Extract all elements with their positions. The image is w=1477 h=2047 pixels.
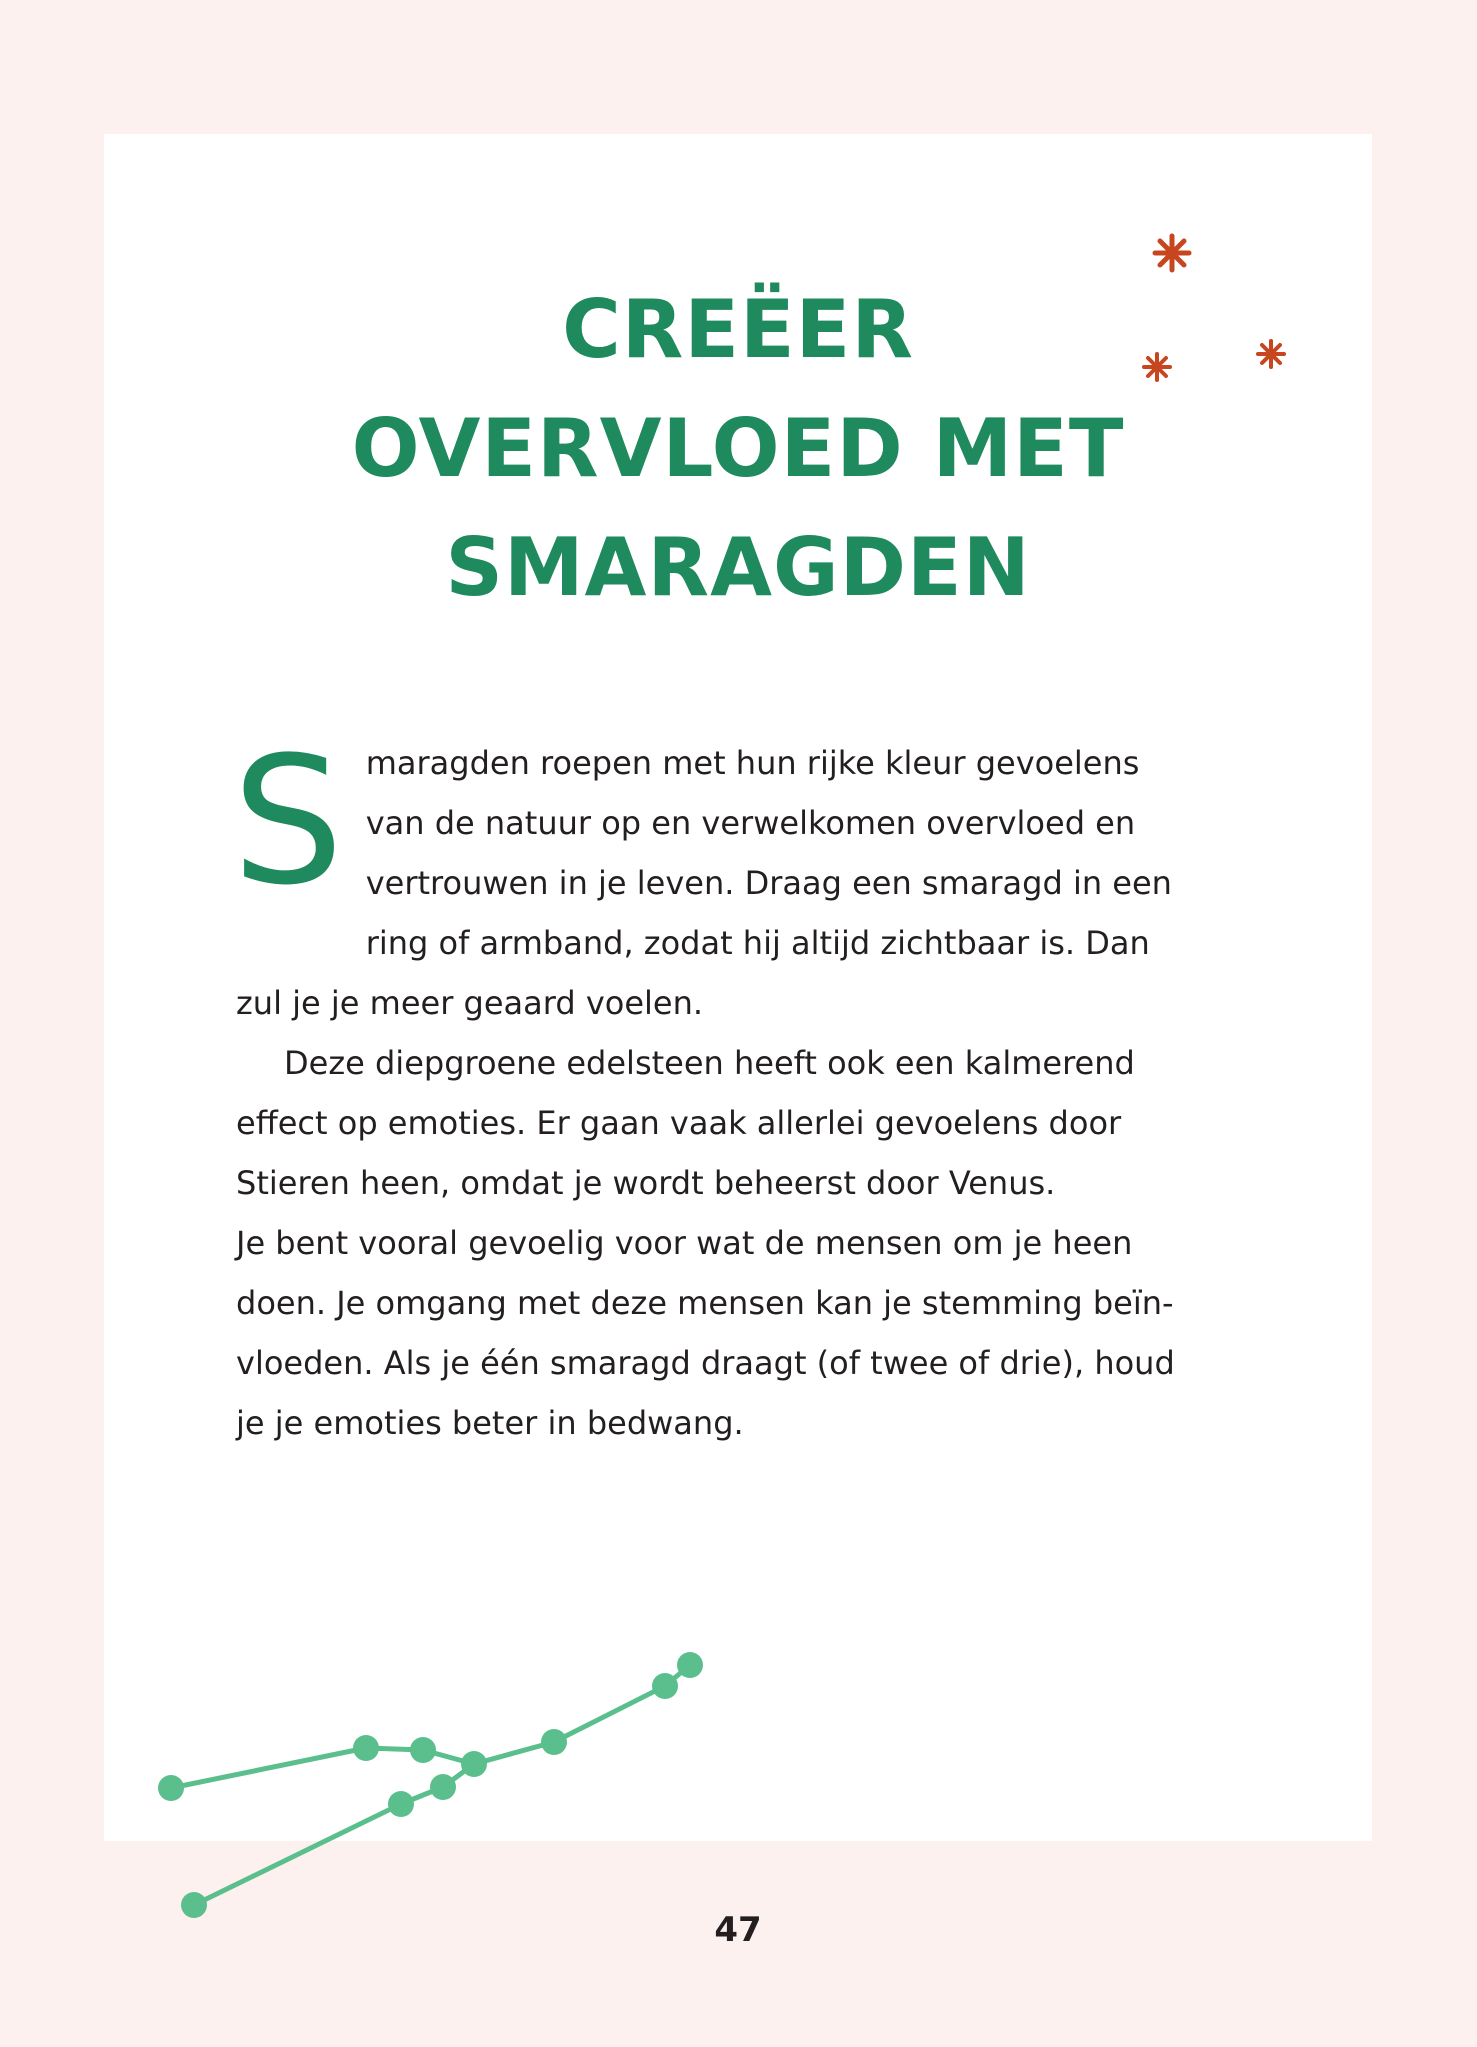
title-line-2: OVERVLOED MET xyxy=(351,402,1125,495)
paragraph-3: Je bent vooral gevoelig voor wat de mensen om je heen doen. Je omgang met deze mensen kan je stemming beïn-vloeden. Als je één smaragd draagt (of twee of drie), houd je je emoties beter in bedwang. xyxy=(236,1224,1175,1442)
page-number: 47 xyxy=(714,1910,762,1950)
title-line-1: CREËER xyxy=(562,283,914,376)
drop-cap: S xyxy=(232,719,344,924)
paragraph-2: Deze diepgroene edelsteen heeft ook een kalmerend effect op emoties. Er gaan vaak allerlei gevoelens door Stieren heen, omdat je wordt beheerst door Venus. xyxy=(236,1044,1135,1202)
title-line-3: SMARAGDEN xyxy=(445,521,1031,614)
paragraph-1-text: maragden roepen met hun rijke kleur gevoelens van de natuur op en verwelkomen overvloed en vertrouwen in je leven. Draag een smaragd in een ring of armband, zodat hij altijd zichtbaar is. Dan zul je je meer geaard voelen. xyxy=(236,744,1172,1022)
